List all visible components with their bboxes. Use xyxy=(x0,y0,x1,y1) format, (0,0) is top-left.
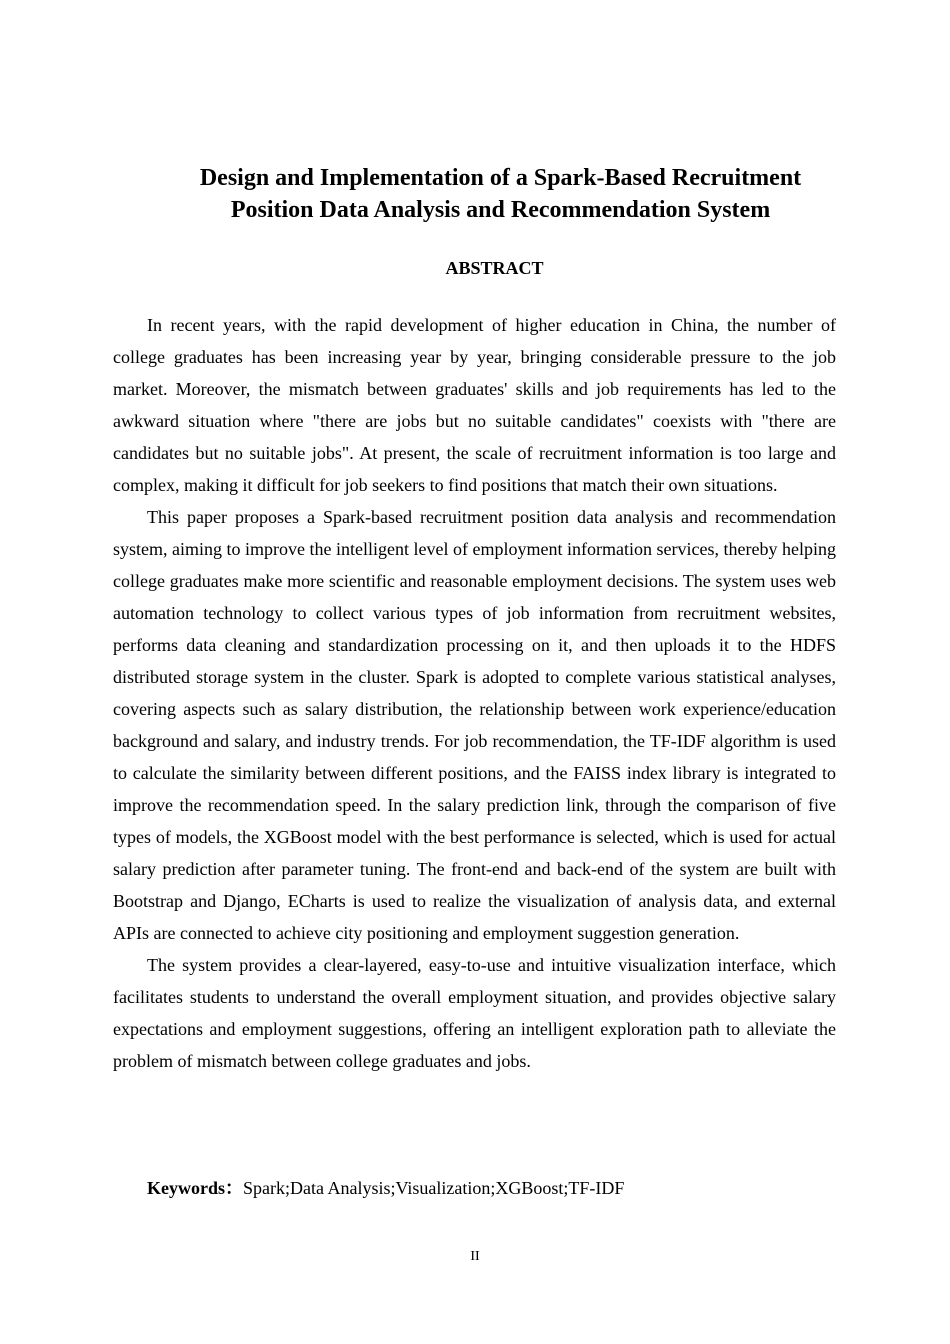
keywords-line xyxy=(147,1175,624,1201)
abstract-paragraph-2: This paper proposes a Spark-based recruitment position data analysis and recommendation system, aiming to improve the intelligent level of employment information services, thereby helping college graduates make more scientific and reasonable employment decisions. The system uses web automation technology to collect various types of job information from recruitment websites, performs data cleaning and standardization processing on it, and then uploads it to the HDFS distributed storage system in the cluster. Spark is adopted to complete various statistical analyses, covering aspects such as salary distribution, the relationship between work experience/education background and salary, and industry trends. For job recommendation, the TF-IDF algorithm is used to calculate the similarity between different positions, and the FAISS index library is integrated to improve the recommendation speed. In the salary prediction link, through the comparison of five types of models, the XGBoost model with the best performance is selected, which is used for actual salary prediction after parameter tuning. The front-end and back-end of the system are built with Bootstrap and Django, ECharts is used to realize the visualization of analysis data, and external APIs are connected to achieve city positioning and employment suggestion generation. xyxy=(113,507,836,943)
paper-title xyxy=(113,162,888,226)
abstract-body xyxy=(113,309,836,1077)
abstract-heading: ABSTRACT xyxy=(445,258,544,278)
keywords-value: Spark;Data Analysis;Visualization;XGBoost;TF-IDF xyxy=(243,1178,625,1198)
abstract-paragraph-1: In recent years, with the rapid development of higher education in China, the number of college graduates has been increasing year by year, bringing considerable pressure to the job market. Moreover, the mismatch between graduates' skills and job requirements has led to the awkward situation where "there are jobs but no suitable candidates" coexists with "there are candidates but no suitable jobs". At present, the scale of recruitment information is too large and complex, making it difficult for job seekers to find positions that match their own situations. xyxy=(113,315,836,495)
page-number: II xyxy=(470,1249,480,1264)
abstract-paragraph-3: The system provides a clear-layered, easy-to-use and intuitive visualization interface, which facilitates students to understand the overall employment situation, and provides objective salary expectations and employment suggestions, offering an intelligent exploration path to alleviate the problem of mismatch between college graduates and jobs. xyxy=(113,955,836,1071)
paper-title-line-2: Position Data Analysis and Recommendation System xyxy=(230,197,771,223)
keywords-label: Keywords： xyxy=(147,1178,243,1198)
paper-title-line-1: Design and Implementation of a Spark-Based Recruitment xyxy=(199,165,802,191)
